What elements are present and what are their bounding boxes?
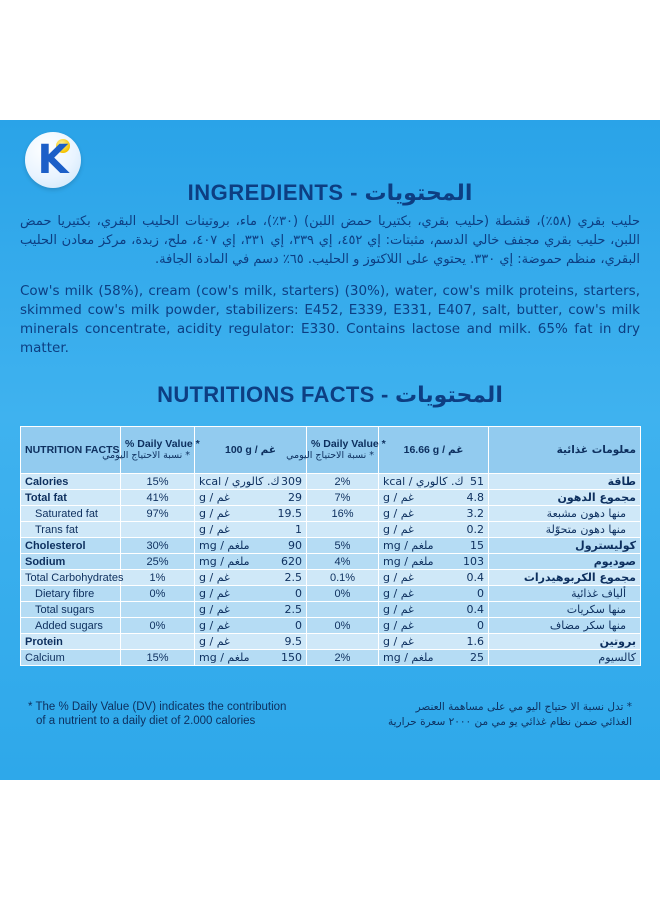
header-facts-en: NUTRITION FACTS (21, 427, 121, 474)
value-100g (195, 554, 307, 570)
nutrient-name-ar: منها سكريات (489, 602, 641, 618)
amount-serving: 0 (477, 619, 484, 632)
value-100g (195, 474, 307, 490)
dv-serving: 0.1% (307, 570, 379, 586)
nutrient-name-en: Total sugars (21, 602, 121, 618)
nutrient-name-ar: بروتين (489, 634, 641, 650)
nutrient-name-ar: منها دهون مشبعة (489, 506, 641, 522)
amount-100g: 1 (295, 523, 302, 536)
nutrient-name-ar: منها دهون متحوّلة (489, 522, 641, 538)
dv-serving: 16% (307, 506, 379, 522)
nutrient-name-ar: منها سكر مضاف (489, 618, 641, 634)
ingredients-heading: INGREDIENTS - المحتويات (187, 180, 473, 205)
value-serving (379, 522, 489, 538)
value-serving (379, 570, 489, 586)
table-row (21, 538, 641, 554)
header-dv-100g (102, 427, 200, 474)
dv-serving (307, 522, 379, 538)
unit-100g: kcal / ك. كالوري (199, 475, 280, 488)
dv-100g (121, 522, 195, 538)
dv-serving: 0% (307, 618, 379, 634)
header-per-100g: 100 g / غم (195, 427, 307, 474)
dv-serving (307, 602, 379, 618)
nutrient-name-en: Protein (21, 634, 121, 650)
amount-100g: 19.5 (277, 507, 302, 520)
value-100g (195, 522, 307, 538)
table-row (21, 554, 641, 570)
amount-serving: 103 (463, 555, 484, 568)
dv-100g: 41% (121, 490, 195, 506)
value-100g (195, 570, 307, 586)
header-facts-ar: معلومات غذائية (489, 427, 641, 474)
value-serving (379, 490, 489, 506)
table-row (21, 650, 641, 666)
nutrient-name-ar: ألياف غذائية (489, 586, 641, 602)
nutrient-name-en: Saturated fat (21, 506, 121, 522)
nutrient-name-en: Trans fat (21, 522, 121, 538)
amount-serving: 51 (470, 475, 484, 488)
unit-serving: g / غم (383, 635, 414, 648)
dv-100g (121, 602, 195, 618)
value-serving (379, 618, 489, 634)
dv-serving: 0% (307, 586, 379, 602)
footnote-english-line2: of a nutrient to a daily diet of 2.000 calories (36, 715, 256, 727)
dv-serving: 2% (307, 474, 379, 490)
amount-serving: 4.8 (466, 491, 484, 504)
nutrient-name-en: Total Carbohydrates (21, 570, 121, 586)
logo-letter: K (37, 137, 69, 183)
unit-100g: mg / ملغم (199, 539, 250, 552)
amount-serving: 1.6 (466, 635, 484, 648)
nutrient-name-ar: مجموع الدهون (489, 490, 641, 506)
value-100g (195, 650, 307, 666)
dv-serving: 5% (307, 538, 379, 554)
nutrient-name-en: Total fat (21, 490, 121, 506)
value-serving (379, 538, 489, 554)
amount-100g: 2.5 (284, 603, 302, 616)
nutrient-name-en: Dietary fibre (21, 586, 121, 602)
table-row (21, 570, 641, 586)
value-100g (195, 602, 307, 618)
footnote-arabic (340, 700, 632, 730)
footnote-arabic-line1: * تدل نسبة الا حتياج اليو مي على مساهمة العنصر (415, 701, 632, 713)
value-100g (195, 490, 307, 506)
nutrient-name-ar: مجموع الكربوهيدرات (489, 570, 641, 586)
dv-100g: 0% (121, 586, 195, 602)
value-serving (379, 634, 489, 650)
nutrient-name-ar: كوليسترول (489, 538, 641, 554)
table-row (21, 506, 641, 522)
ingredients-english: Cow's milk (58%), cream (cow's milk, starters) (30%), water, cow's milk proteins, starters, skimmed cow's milk powder, stabilizers: E452, E339, E331, E407, salt, butter, cow's milk minerals concentrate, acidity regulator: E330. Contains lactose and milk. 65% fat in dry matter. (20, 283, 640, 356)
dv-100g: 30% (121, 538, 195, 554)
nutrient-name-ar: صوديوم (489, 554, 641, 570)
header-dv-serving-en: % Daily Value * (311, 438, 386, 450)
dv-serving: 4% (307, 554, 379, 570)
value-100g (195, 634, 307, 650)
unit-100g: mg / ملغم (199, 651, 250, 664)
value-serving (379, 506, 489, 522)
nutrition-table (20, 426, 641, 666)
nutrition-table-wrapper (20, 426, 640, 666)
unit-serving: g / غم (383, 587, 414, 600)
table-row (21, 490, 641, 506)
product-info-panel (0, 120, 660, 780)
dv-100g: 25% (121, 554, 195, 570)
unit-serving: g / غم (383, 523, 414, 536)
unit-serving: g / غم (383, 619, 414, 632)
value-serving (379, 474, 489, 490)
header-dv-100g-en: % Daily Value * (125, 438, 200, 450)
unit-serving: g / غم (383, 491, 414, 504)
value-serving (379, 586, 489, 602)
unit-serving: mg / ملغم (383, 539, 434, 552)
amount-100g: 150 (281, 651, 302, 664)
amount-serving: 15 (470, 539, 484, 552)
unit-serving: kcal / ك. كالوري (383, 475, 464, 488)
table-row (21, 522, 641, 538)
amount-serving: 0 (477, 587, 484, 600)
amount-100g: 309 (281, 475, 302, 488)
value-serving (379, 602, 489, 618)
dv-100g: 15% (121, 474, 195, 490)
table-header-row (21, 427, 641, 474)
nutrition-heading: NUTRITIONS FACTS - المحتويات (157, 382, 503, 407)
header-per-serving: 16.66 g / غم (379, 427, 489, 474)
dv-100g (121, 634, 195, 650)
amount-serving: 0.2 (466, 523, 484, 536)
table-row (21, 586, 641, 602)
unit-serving: mg / ملغم (383, 555, 434, 568)
header-dv-100g-ar: * نسبة الاحتياج اليومي (102, 450, 190, 461)
amount-100g: 29 (288, 491, 302, 504)
amount-100g: 0 (295, 587, 302, 600)
table-body (21, 474, 641, 666)
header-dv-serving-ar: * نسبة الاحتياج اليومي (286, 450, 374, 461)
amount-serving: 25 (470, 651, 484, 664)
amount-100g: 0 (295, 619, 302, 632)
ingredients-arabic: حليب بقري (٥٨٪)، قشطة (حليب بقري، بكتيريا حمض اللبن) (٣٠٪)، ماء، بروتينات الحليب البقري، بكتيريا حمض اللبن، حليب بقري مجفف خالي الدسم، مثبتات: إي ٤٥٢، إي ٣٣٩، إي ٣٣١، إي ٤٠٧، ملح، زبدة، مركز معادن الحليب البقري، منظم حموضة: إي ٣٣٠. يحتوي على اللاكتوز و الحليب. ٦٥٪ دسم في المادة الجافة. (20, 214, 641, 267)
nutrient-name-ar: طاقة (489, 474, 641, 490)
value-100g (195, 506, 307, 522)
unit-serving: g / غم (383, 603, 414, 616)
amount-100g: 620 (281, 555, 302, 568)
value-100g (195, 618, 307, 634)
dv-100g: 15% (121, 650, 195, 666)
amount-serving: 0.4 (466, 571, 484, 584)
value-100g (195, 586, 307, 602)
amount-100g: 9.5 (284, 635, 302, 648)
table-row (21, 634, 641, 650)
header-dv-serving (286, 427, 386, 474)
unit-100g: g / غم (199, 571, 230, 584)
nutrient-name-ar: كالسيوم (489, 650, 641, 666)
dv-100g: 1% (121, 570, 195, 586)
value-serving (379, 650, 489, 666)
nutrient-name-en: Added sugars (21, 618, 121, 634)
unit-100g: g / غم (199, 523, 230, 536)
table-row (21, 618, 641, 634)
unit-100g: g / غم (199, 507, 230, 520)
footnote-english (28, 700, 308, 728)
unit-100g: g / غم (199, 635, 230, 648)
unit-serving: g / غم (383, 507, 414, 520)
amount-serving: 3.2 (466, 507, 484, 520)
amount-100g: 90 (288, 539, 302, 552)
dv-100g: 0% (121, 618, 195, 634)
unit-100g: mg / ملغم (199, 555, 250, 568)
unit-100g: g / غم (199, 619, 230, 632)
table-row (21, 474, 641, 490)
nutrient-name-en: Calories (21, 474, 121, 490)
nutrient-name-en: Sodium (21, 554, 121, 570)
unit-100g: g / غم (199, 587, 230, 600)
unit-100g: g / غم (199, 491, 230, 504)
table-row (21, 602, 641, 618)
dv-100g: 97% (121, 506, 195, 522)
dv-serving (307, 634, 379, 650)
value-serving (379, 554, 489, 570)
unit-serving: g / غم (383, 571, 414, 584)
dv-serving: 7% (307, 490, 379, 506)
nutrient-name-en: Cholesterol (21, 538, 121, 554)
unit-serving: mg / ملغم (383, 651, 434, 664)
nutrient-name-en: Calcium (21, 650, 121, 666)
amount-serving: 0.4 (466, 603, 484, 616)
value-100g (195, 538, 307, 554)
footnote-english-line1: * The % Daily Value (DV) indicates the contribution (28, 701, 287, 713)
amount-100g: 2.5 (284, 571, 302, 584)
dv-serving: 2% (307, 650, 379, 666)
unit-100g: g / غم (199, 603, 230, 616)
footnote-arabic-line2: الغذائي ضمن نظام غذائي يو مي من ٢٠٠٠ سعرة حرارية (387, 716, 632, 728)
